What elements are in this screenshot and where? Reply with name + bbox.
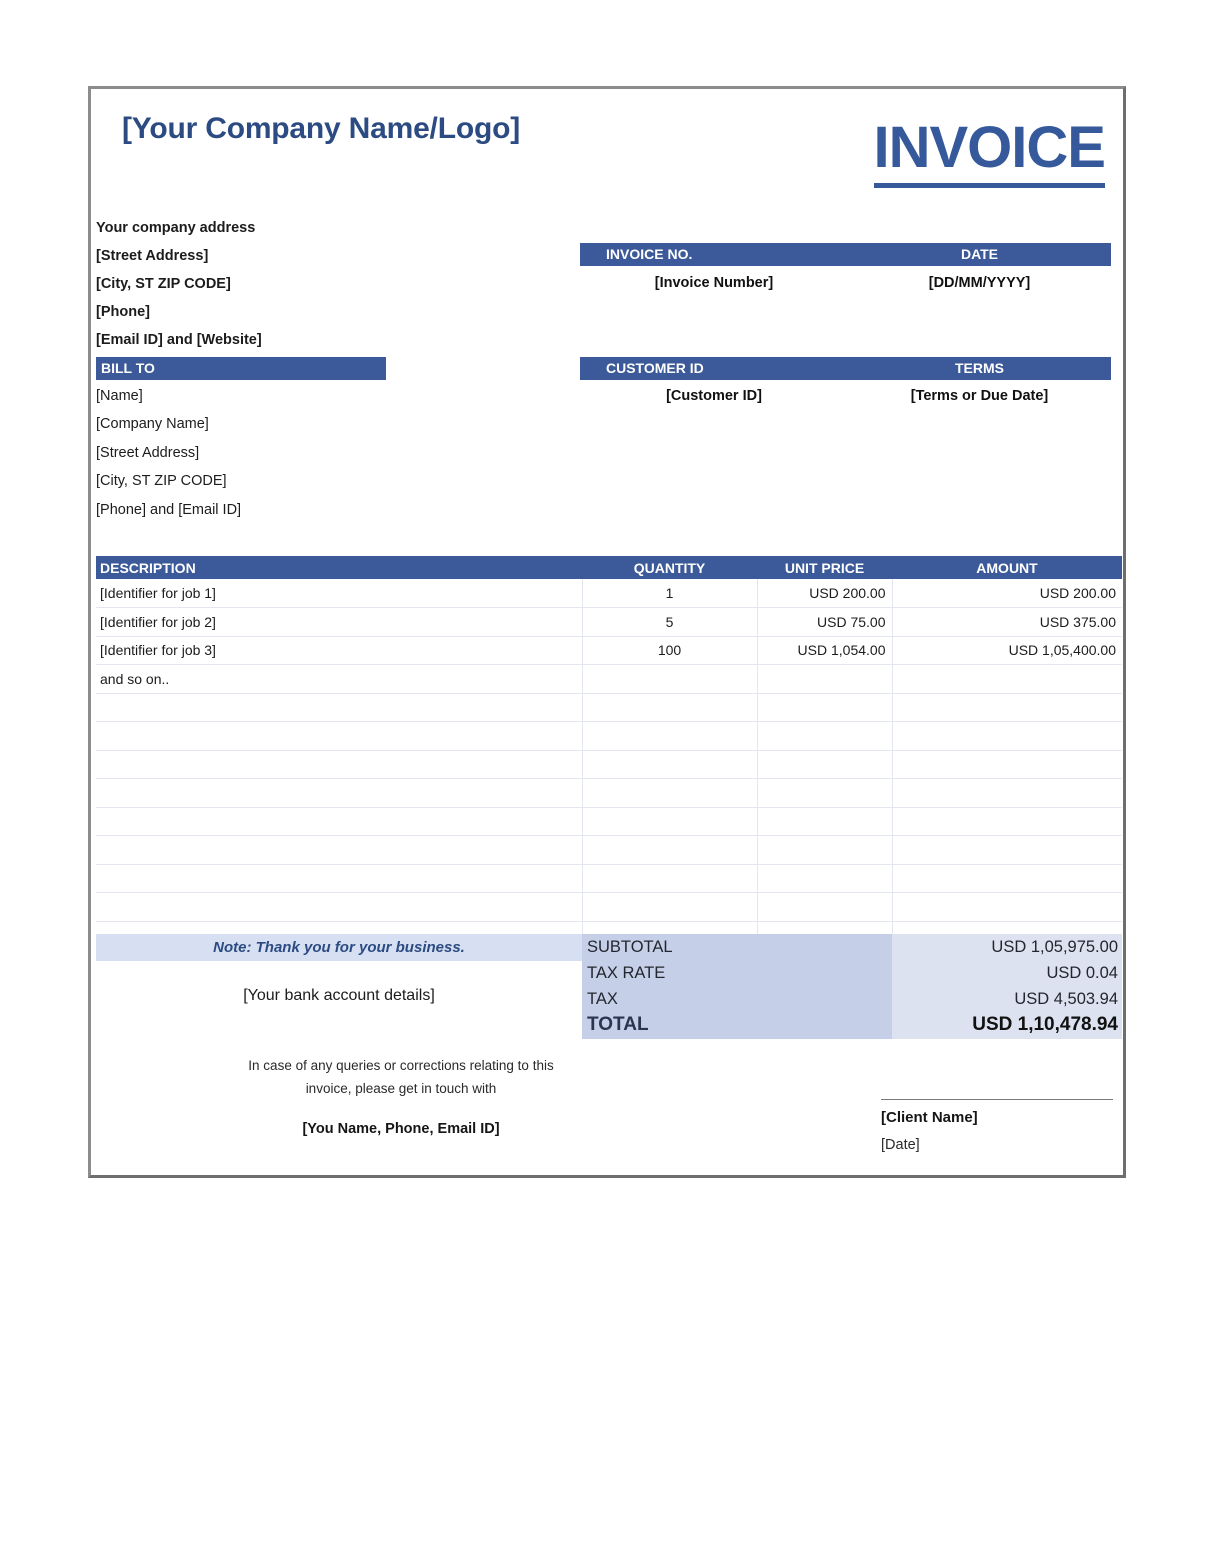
cell-quantity[interactable]: 100 [582, 636, 757, 665]
line-items-header-row [96, 556, 1122, 579]
column-header-quantity: QUANTITY [582, 556, 757, 579]
cell-unit-price[interactable] [757, 665, 892, 694]
table-row[interactable] [96, 750, 1122, 779]
line-items-body [96, 579, 1122, 950]
cell-amount[interactable] [892, 807, 1122, 836]
cell-quantity[interactable] [582, 864, 757, 893]
cell-quantity[interactable] [582, 693, 757, 722]
table-row[interactable] [96, 807, 1122, 836]
cell-unit-price[interactable] [757, 893, 892, 922]
query-note [151, 1054, 651, 1100]
company-logo: [Your Company Name/Logo] [122, 112, 520, 145]
table-row[interactable] [96, 893, 1122, 922]
cell-description[interactable] [96, 893, 582, 922]
cell-amount[interactable]: USD 1,05,400.00 [892, 636, 1122, 665]
cell-description[interactable] [96, 750, 582, 779]
cell-quantity[interactable] [582, 722, 757, 751]
cell-unit-price[interactable] [757, 722, 892, 751]
company-address-heading: Your company address [96, 220, 256, 236]
thank-you-note: Note: Thank you for your business. [96, 934, 582, 961]
table-row[interactable] [96, 836, 1122, 865]
table-row[interactable] [96, 693, 1122, 722]
contact-details[interactable]: [You Name, Phone, Email ID] [302, 1121, 500, 1137]
table-row[interactable] [96, 579, 1122, 608]
cell-amount[interactable] [892, 836, 1122, 865]
cell-quantity[interactable]: 1 [582, 579, 757, 608]
cell-amount[interactable] [892, 693, 1122, 722]
table-row[interactable] [96, 864, 1122, 893]
customer-meta-header-row [580, 357, 1111, 380]
tax-value: USD 4,503.94 [1014, 990, 1118, 1008]
cell-description[interactable] [96, 693, 582, 722]
cell-amount[interactable] [892, 864, 1122, 893]
cell-description[interactable] [96, 779, 582, 808]
invoice-date-label: DATE [848, 243, 1111, 266]
table-row[interactable] [96, 779, 1122, 808]
cell-amount[interactable] [892, 722, 1122, 751]
client-name[interactable]: [Client Name] [881, 1109, 978, 1126]
cell-unit-price[interactable] [757, 693, 892, 722]
cell-amount[interactable] [892, 750, 1122, 779]
bank-account-details[interactable]: [Your bank account details] [243, 987, 435, 1004]
invoice-header [91, 89, 1123, 224]
table-row[interactable] [96, 665, 1122, 694]
cell-amount[interactable] [892, 779, 1122, 808]
table-row[interactable] [96, 722, 1122, 751]
company-address-line: [Phone] [96, 303, 150, 320]
bill-to-block [96, 382, 516, 524]
customer-id-label: CUSTOMER ID [580, 357, 848, 380]
signature-line [881, 1099, 1113, 1100]
cell-unit-price[interactable] [757, 779, 892, 808]
bill-to-line[interactable]: [City, ST ZIP CODE] [96, 473, 227, 490]
cell-description[interactable] [96, 864, 582, 893]
subtotal-value: USD 1,05,975.00 [991, 938, 1118, 956]
invoice-no-label: INVOICE NO. [580, 243, 848, 266]
summary-values-column [892, 934, 1122, 1039]
cell-unit-price[interactable]: USD 200.00 [757, 579, 892, 608]
invoice-sheet [91, 89, 1123, 1175]
note-column [96, 934, 582, 1039]
cell-unit-price[interactable] [757, 836, 892, 865]
cell-description[interactable]: [Identifier for job 3] [96, 636, 582, 665]
totals-strip [96, 934, 1122, 1039]
total-value: USD 1,10,478.94 [972, 1014, 1118, 1035]
cell-quantity[interactable] [582, 836, 757, 865]
cell-amount[interactable]: USD 200.00 [892, 579, 1122, 608]
table-row[interactable] [96, 608, 1122, 637]
invoice-page [88, 86, 1126, 1178]
invoice-date-value[interactable]: [DD/MM/YYYY] [928, 275, 1031, 291]
tax-rate-label: TAX RATE [587, 964, 666, 982]
query-note-line: invoice, please get in touch with [305, 1081, 497, 1097]
cell-description[interactable]: and so on.. [96, 665, 582, 694]
line-items-table [96, 556, 1122, 950]
query-note-line: In case of any queries or corrections relating to this [248, 1058, 554, 1073]
bill-to-line[interactable]: [Name] [96, 388, 143, 404]
cell-amount[interactable] [892, 893, 1122, 922]
customer-meta-block [580, 357, 1111, 412]
cell-unit-price[interactable] [757, 750, 892, 779]
cell-quantity[interactable] [582, 750, 757, 779]
company-address-block [96, 215, 526, 355]
bill-to-line[interactable]: [Street Address] [96, 444, 200, 461]
cell-quantity[interactable] [582, 779, 757, 808]
invoice-meta-block [580, 243, 1111, 300]
company-address-line: [Email ID] and [Website] [96, 331, 262, 348]
invoice-meta-header-row [580, 243, 1111, 266]
bill-to-line[interactable]: [Phone] and [Email ID] [96, 501, 242, 518]
cell-quantity[interactable] [582, 807, 757, 836]
terms-value[interactable]: [Terms or Due Date] [910, 388, 1049, 404]
company-address-line: [Street Address] [96, 247, 209, 264]
summary-labels-column [582, 934, 892, 1039]
tax-rate-value: USD 0.04 [1046, 964, 1118, 982]
cell-unit-price[interactable] [757, 864, 892, 893]
table-row[interactable] [96, 636, 1122, 665]
total-label: TOTAL [587, 1014, 649, 1035]
cell-quantity[interactable]: 5 [582, 608, 757, 637]
cell-description[interactable]: [Identifier for job 1] [96, 579, 582, 608]
column-header-amount: AMOUNT [892, 556, 1122, 579]
customer-meta-value-row [580, 380, 1111, 412]
cell-unit-price[interactable]: USD 1,054.00 [757, 636, 892, 665]
invoice-no-value[interactable]: [Invoice Number] [654, 275, 774, 291]
cell-description[interactable]: [Identifier for job 2] [96, 608, 582, 637]
column-header-unit-price: UNIT PRICE [757, 556, 892, 579]
customer-id-value[interactable]: [Customer ID] [666, 388, 762, 404]
signature-block [881, 1099, 1113, 1153]
terms-label: TERMS [848, 357, 1111, 380]
column-header-description: DESCRIPTION [96, 556, 582, 579]
client-date[interactable]: [Date] [881, 1137, 920, 1153]
cell-quantity[interactable] [582, 665, 757, 694]
cell-amount[interactable]: USD 375.00 [892, 608, 1122, 637]
cell-amount[interactable] [892, 665, 1122, 694]
bill-to-label: BILL TO [96, 357, 386, 380]
cell-quantity[interactable] [582, 893, 757, 922]
cell-unit-price[interactable] [757, 807, 892, 836]
cell-unit-price[interactable]: USD 75.00 [757, 608, 892, 637]
bill-to-line[interactable]: [Company Name] [96, 416, 209, 433]
cell-description[interactable] [96, 836, 582, 865]
invoice-meta-value-row [580, 266, 1111, 300]
company-address-line: [City, ST ZIP CODE] [96, 275, 231, 292]
cell-description[interactable] [96, 807, 582, 836]
page-title: INVOICE [874, 119, 1106, 188]
cell-description[interactable] [96, 722, 582, 751]
tax-label: TAX [587, 990, 618, 1008]
subtotal-label: SUBTOTAL [587, 938, 673, 956]
